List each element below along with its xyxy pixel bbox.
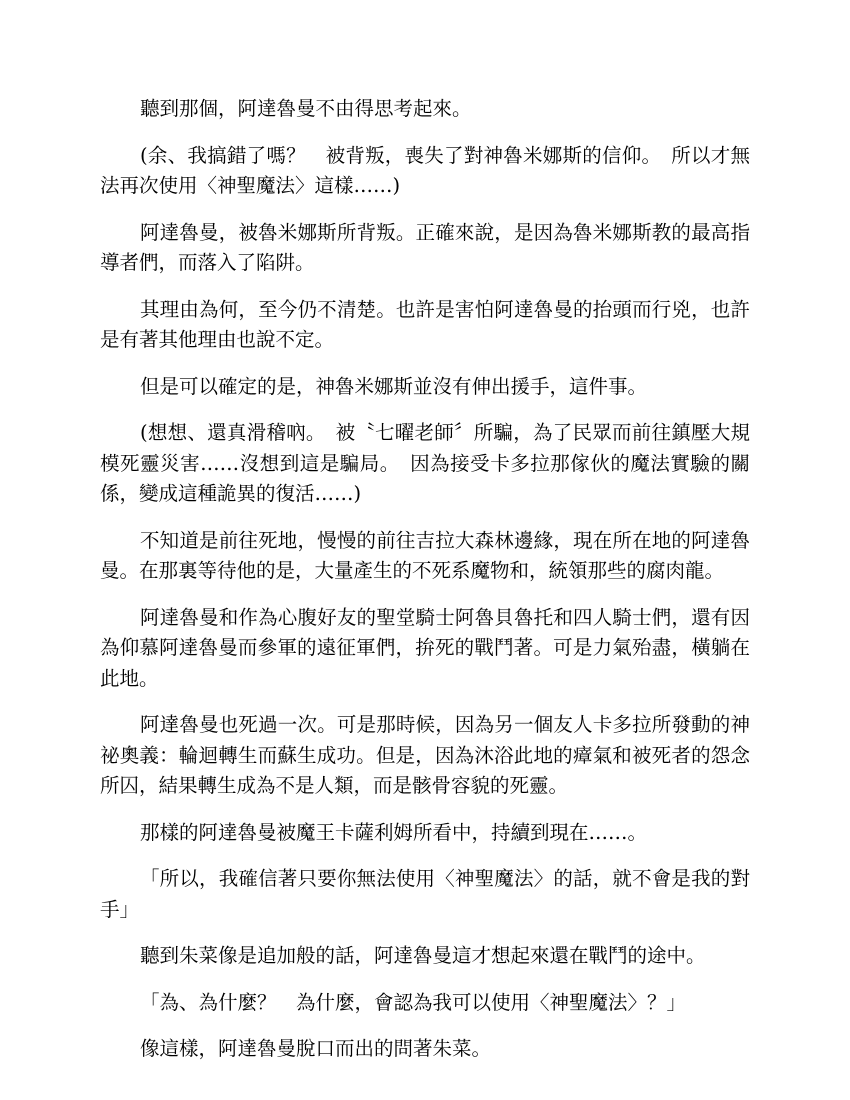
paragraph: 那樣的阿達魯曼被魔王卡薩利姆所看中，持續到現在……。 (140, 820, 648, 844)
paragraph: (想想、還真滑稽吶。 被〝七曜老師〞所騙，為了民眾而前往鎮壓大規模死靈災害……沒想到這是騙局。 因為接受卡多拉那傢伙的魔法實驗的關係，變成這種詭異的復活……) (100, 421, 750, 505)
paragraph: 阿達魯曼，被魯米娜斯所背叛。正確來說，是因為魯米娜斯教的最高指導者們，而落入了陷阱。 (100, 220, 750, 274)
paragraph: (余、我搞錯了嗎？ 被背叛，喪失了對神魯米娜斯的信仰。 所以才無法再次使用〈神聖魔法〉這樣……) (100, 143, 750, 197)
paragraph: 聽到朱菜像是追加般的話，阿達魯曼這才想起來還在戰鬥的途中。 (140, 944, 706, 967)
paragraph: 聽到那個，阿達魯曼不由得思考起來。 (140, 97, 472, 120)
paragraph: 不知道是前往死地，慢慢的前往吉拉大森林邊緣，現在所在地的阿達魯曼。在那裏等待他的是，大量產生的不死系魔物和，統領那些的腐肉龍。 (100, 528, 750, 582)
paragraph: 但是可以確定的是，神魯米娜斯並沒有伸出援手，這件事。 (140, 374, 648, 398)
paragraph: 阿達魯曼也死過一次。可是那時候，因為另一個友人卡多拉所發動的神祕奧義：輪迴轉生而蘇生成功。但是，因為沐浴此地的瘴氣和被死者的怨念所囚，結果轉生成為不是人類，而是骸骨容貌的死靈。 (100, 713, 750, 797)
paragraph: 「所以，我確信著只要你無法使用〈神聖魔法〉的話，就不會是我的對手」 (100, 867, 750, 921)
document-page (100, 94, 750, 1081)
paragraph: 其理由為何，至今仍不清楚。也許是害怕阿達魯曼的抬頭而行兇，也許是有著其他理由也說不定。 (100, 297, 750, 351)
paragraph: 「為、為什麼？ 為什麼，會認為我可以使用〈神聖魔法〉？」 (140, 990, 687, 1014)
paragraph: 阿達魯曼和作為心腹好友的聖堂騎士阿魯貝魯托和四人騎士們，還有因為仰慕阿達魯曼而參軍的遠征軍們，拚死的戰鬥著。可是力氣殆盡，橫躺在此地。 (100, 605, 750, 690)
paragraph: 像這樣，阿達魯曼脫口而出的問著朱菜。 (140, 1037, 492, 1060)
